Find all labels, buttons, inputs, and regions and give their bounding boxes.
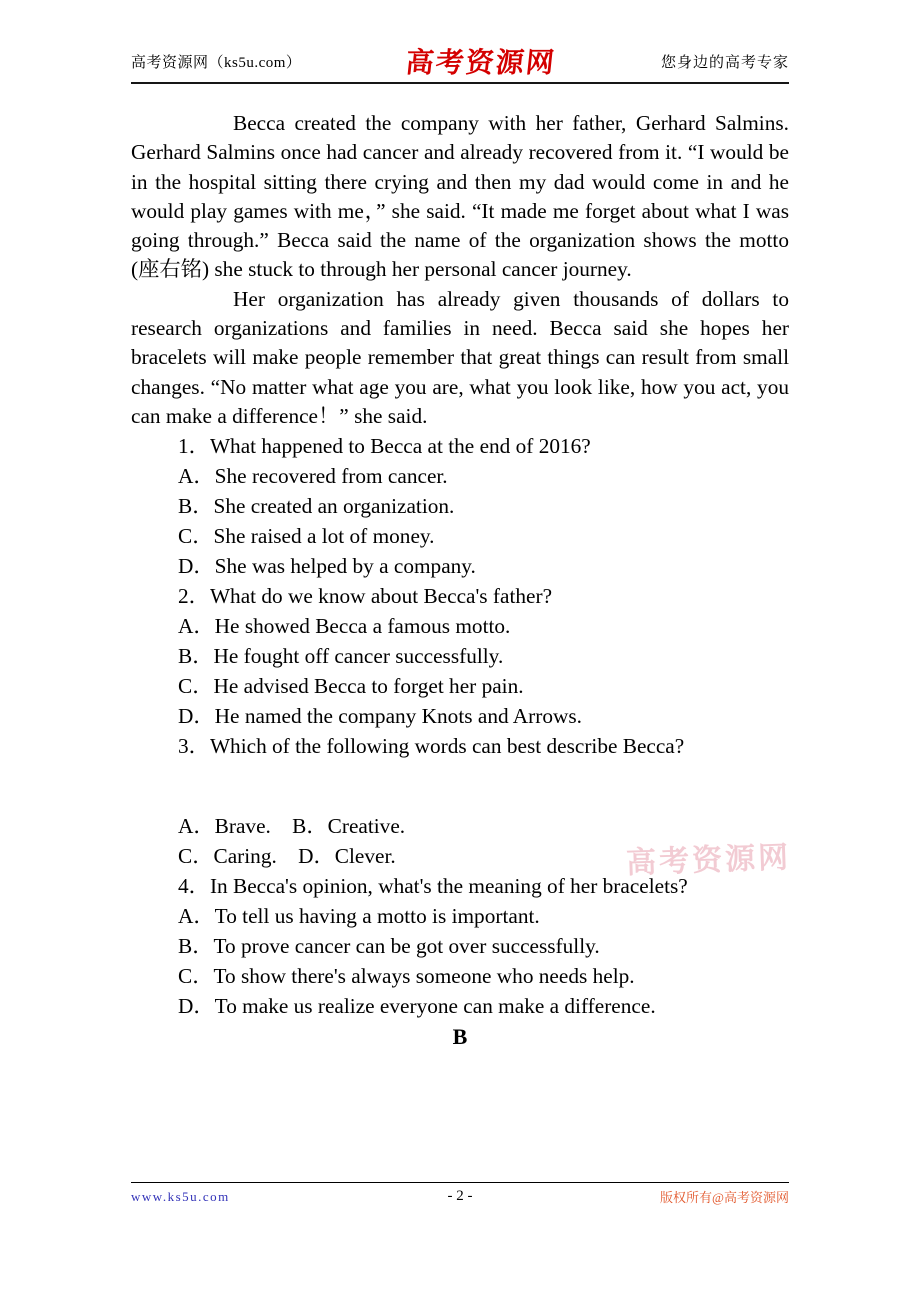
- question-option: D．To make us realize everyone can make a difference.: [178, 994, 656, 1019]
- question-option: B．To prove cancer can be got over successfully.: [178, 934, 600, 959]
- question-option: D．She was helped by a company.: [178, 554, 476, 579]
- passage-paragraph: Her organization has already given thousands of dollars to research organizations and families in need. Becca said she hopes her bracelets will make people remember that great things can result from small changes. “No matter what age you are, what you look like, how you act, you can make a difference！” she said.: [131, 286, 789, 428]
- page-footer: [131, 1187, 789, 1206]
- question-option: A．He showed Becca a famous motto.: [178, 614, 511, 639]
- question-stem: 2．What do we know about Becca's father?: [178, 584, 553, 609]
- section-marker: B: [452, 1024, 468, 1050]
- questions-section: [131, 431, 792, 1021]
- question-stem: 4．In Becca's opinion, what's the meaning of her bracelets?: [178, 874, 688, 899]
- footer-divider: [131, 1182, 789, 1183]
- footer-copyright: 版权所有@高考资源网: [660, 1190, 789, 1205]
- question-option: D．He named the company Knots and Arrows.: [178, 704, 582, 729]
- question-option: A．She recovered from cancer.: [178, 464, 448, 489]
- question-option: C．Caring. D．Clever.: [178, 844, 396, 869]
- footer-site-link[interactable]: www.ks5u.com: [131, 1188, 230, 1204]
- header-site-name: 高考资源网（ks5u.com）: [131, 54, 302, 71]
- question-option: A．Brave. B．Creative.: [178, 814, 406, 839]
- question-stem: 3．Which of the following words can best describe Becca?: [178, 734, 685, 759]
- page-number: - 2 -: [447, 1188, 473, 1204]
- header-slogan: 您身边的高考专家: [660, 54, 789, 71]
- document-content: [131, 109, 792, 1053]
- header-divider: [131, 82, 789, 84]
- question-option: C．She raised a lot of money.: [178, 524, 435, 549]
- site-logo: 高考资源网: [404, 48, 558, 79]
- question-option: C．To show there's always someone who needs help.: [178, 964, 635, 989]
- question-option: B．She created an organization.: [178, 494, 455, 519]
- passage-paragraph: Becca created the company with her father, Gerhard Salmins. Gerhard Salmins once had cancer and already recovered from it. “I would be in the hospital sitting there crying and then my dad would come in and he would play games with me，” she said. “It made me forget about what I was going through.” Becca said the name of the organization shows the motto (座右铭) she stuck to through her personal cancer journey.: [131, 111, 789, 282]
- question-option: A．To tell us having a motto is important.: [178, 904, 540, 929]
- question-option: B．He fought off cancer successfully.: [178, 644, 504, 669]
- watermark: 高考资源网: [625, 841, 792, 880]
- question-option: C．He advised Becca to forget her pain.: [178, 674, 524, 699]
- blank-gap: [131, 761, 789, 811]
- question-stem: 1．What happened to Becca at the end of 2016?: [178, 434, 591, 459]
- page-header: [131, 42, 789, 80]
